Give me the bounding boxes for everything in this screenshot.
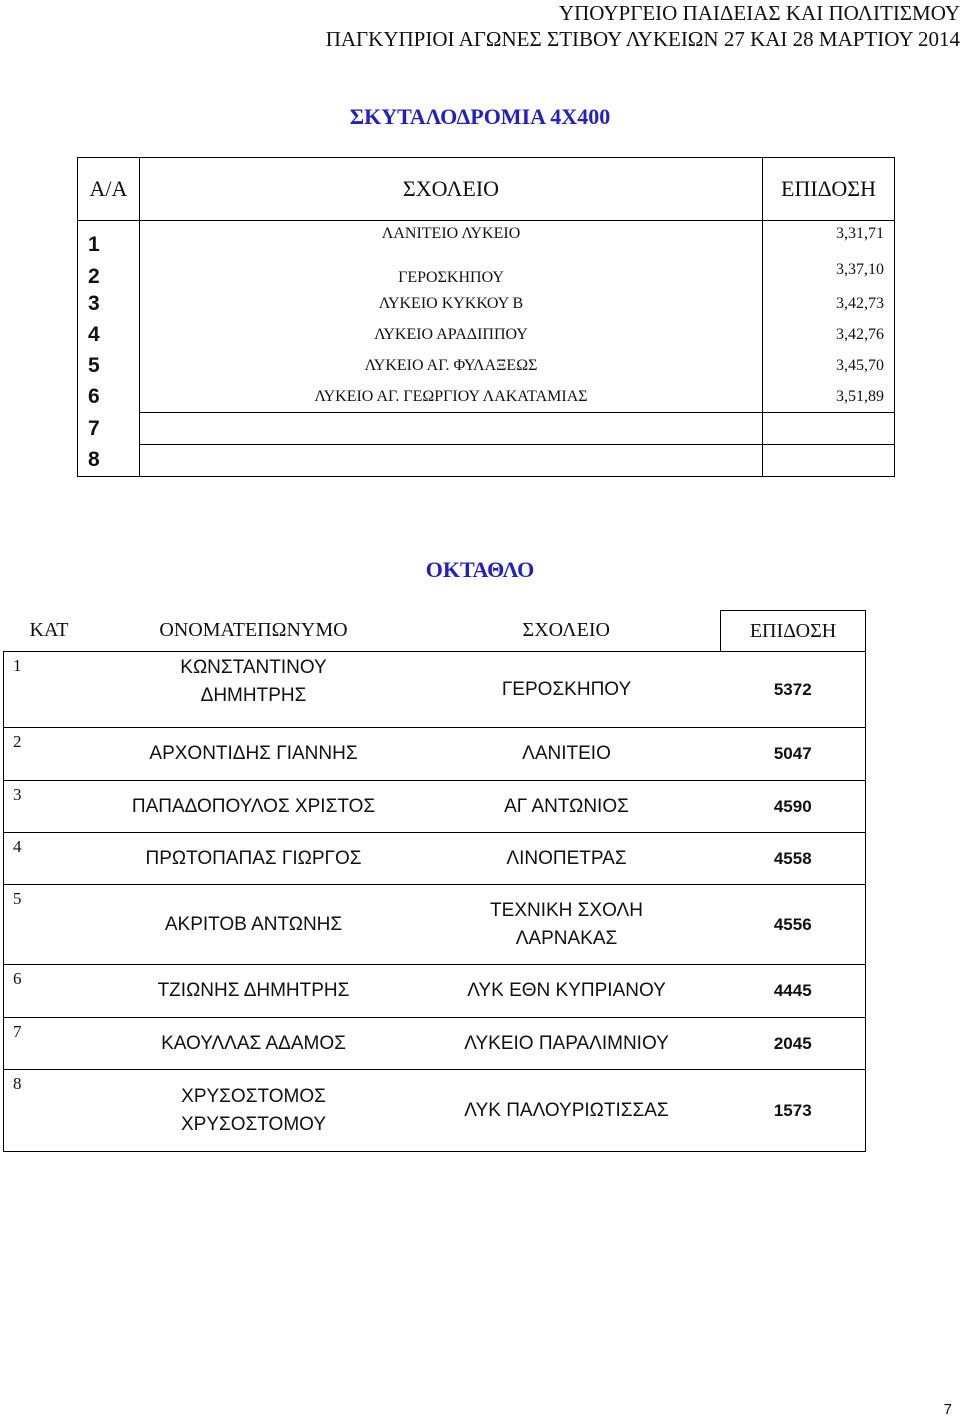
relay-title: ΣΚΥΤΑΛΟΔΡΟΜΙΑ 4Χ400: [349, 104, 611, 129]
relay-col-school: ΣΧΟΛΕΙΟ: [140, 158, 763, 221]
octathlon-school: [413, 885, 721, 965]
octathlon-row: [4, 781, 866, 833]
relay-col-performance: ΕΠΙΔΟΣΗ: [763, 158, 895, 221]
octathlon-school: ΛΙΝΟΠΕΤΡΑΣ: [413, 833, 721, 885]
relay-school: ΛΥΚΕΙΟ ΑΓ. ΓΕΩΡΓΙΟΥ ΛΑΚΑΤΑΜΙΑΣ: [140, 382, 763, 413]
octathlon-points: 4590: [721, 781, 866, 833]
school-line-1: ΤΕΧΝΙΚΗ ΣΧΟΛΗ: [490, 899, 643, 921]
octathlon-points: 5047: [721, 728, 866, 781]
relay-col-rank: Α/Α: [78, 158, 140, 221]
octathlon-col-school: ΣΧΟΛΕΙΟ: [413, 611, 721, 652]
relay-row: [78, 382, 895, 413]
athlete-name: ΚΑΟΥΛΛΑΣ ΑΔΑΜΟΣ: [95, 1018, 413, 1070]
octathlon-rank: 2: [4, 728, 95, 781]
octathlon-points: 4558: [721, 833, 866, 885]
relay-rank: 7: [78, 413, 140, 445]
relay-rank: 2: [78, 257, 140, 289]
event-header: ΠΑΓΚΥΠΡΙΟΙ ΑΓΩΝΕΣ ΣΤΙΒΟΥ ΛΥΚΕΙΩΝ 27 ΚΑΙ 28 ΜΑΡΤΙΟΥ 2014: [325, 27, 960, 51]
relay-header-row: [78, 158, 895, 221]
athlete-surname: ΧΡΥΣΟΣΤΟΜΟΣ: [181, 1085, 326, 1107]
octathlon-points: 5372: [721, 652, 866, 728]
athlete-firstname: ΔΗΜΗΤΡΗΣ: [200, 685, 307, 706]
relay-school: ΓΕΡΟΣΚΗΠΟΥ: [140, 257, 763, 289]
relay-row: [78, 351, 895, 382]
relay-row: [78, 413, 895, 445]
octathlon-rank: 3: [4, 781, 95, 833]
octathlon-col-rank: ΚΑΤ: [4, 611, 95, 652]
octathlon-school: ΛΥΚ ΠΑΛΟΥΡΙΩΤΙΣΣΑΣ: [413, 1070, 721, 1152]
relay-row: [78, 320, 895, 351]
octathlon-col-name: ΟΝΟΜΑΤΕΠΩΝΥΜΟ: [95, 611, 413, 652]
relay-row: [78, 221, 895, 257]
relay-performance: 3,37,10: [763, 257, 895, 289]
octathlon-header-row: [4, 611, 866, 652]
octathlon-row: [4, 1070, 866, 1152]
relay-performance: [763, 445, 895, 477]
athlete-name: ΤΖΙΩΝΗΣ ΔΗΜΗΤΡΗΣ: [95, 965, 413, 1018]
relay-rank: 4: [78, 320, 140, 351]
relay-school: [140, 445, 763, 477]
relay-school: ΛΑΝΙΤΕΙΟ ΛΥΚΕΙΟ: [140, 221, 763, 257]
octathlon-rank: 7: [4, 1018, 95, 1070]
relay-school: ΛΥΚΕΙΟ ΑΓ. ΦΥΛΑΞΕΩΣ: [140, 351, 763, 382]
octathlon-rank: 1: [4, 652, 95, 728]
octathlon-school: ΓΕΡΟΣΚΗΠΟΥ: [413, 652, 721, 728]
octathlon-school: ΑΓ ΑΝΤΩΝΙΟΣ: [413, 781, 721, 833]
relay-performance: 3,42,73: [763, 289, 895, 320]
ministry-header: ΥΠΟΥΡΓΕΙΟ ΠΑΙΔΕΙΑΣ ΚΑΙ ΠΟΛΙΤΙΣΜΟΥ: [558, 1, 960, 25]
relay-results-table: [77, 157, 895, 477]
relay-performance: 3,42,76: [763, 320, 895, 351]
relay-rank: 6: [78, 382, 140, 413]
octathlon-row: [4, 965, 866, 1018]
relay-rank: 1: [78, 221, 140, 257]
relay-rank: 8: [78, 445, 140, 477]
octathlon-col-points: ΕΠΙΔΟΣΗ: [721, 611, 866, 652]
relay-performance: 3,51,89: [763, 382, 895, 413]
relay-performance: [763, 413, 895, 445]
octathlon-points: 4556: [721, 885, 866, 965]
relay-rank: 3: [78, 289, 140, 320]
octathlon-rank: 8: [4, 1070, 95, 1152]
relay-performance: 3,31,71: [763, 221, 895, 257]
athlete-name: [95, 1070, 413, 1152]
octathlon-row: [4, 652, 866, 728]
octathlon-rank: 5: [4, 885, 95, 965]
octathlon-title: ΟΚΤΑΘΛΟ: [425, 557, 535, 582]
octathlon-row: [4, 885, 866, 965]
octathlon-results-table: [3, 610, 866, 1152]
relay-row: [78, 257, 895, 289]
relay-school: ΛΥΚΕΙΟ ΚΥΚΚΟΥ Β: [140, 289, 763, 320]
page-number: 7: [943, 1401, 952, 1418]
octathlon-row: [4, 1018, 866, 1070]
octathlon-row: [4, 728, 866, 781]
octathlon-rank: 6: [4, 965, 95, 1018]
octathlon-points: 2045: [721, 1018, 866, 1070]
athlete-surname: ΚΩΝΣΤΑΝΤΙΝΟΥ: [180, 657, 327, 678]
athlete-name: ΠΑΠΑΔΟΠΟΥΛΟΣ ΧΡΙΣΤΟΣ: [95, 781, 413, 833]
octathlon-points: 1573: [721, 1070, 866, 1152]
relay-performance: 3,45,70: [763, 351, 895, 382]
athlete-name: ΠΡΩΤΟΠΑΠΑΣ ΓΙΩΡΓΟΣ: [95, 833, 413, 885]
octathlon-school: ΛΥΚΕΙΟ ΠΑΡΑΛΙΜΝΙΟΥ: [413, 1018, 721, 1070]
school-line-2: ΛΑΡΝΑΚΑΣ: [515, 927, 618, 949]
relay-rank: 5: [78, 351, 140, 382]
athlete-name: ΑΚΡΙΤΟΒ ΑΝΤΩΝΗΣ: [95, 885, 413, 965]
octathlon-rank: 4: [4, 833, 95, 885]
octathlon-points: 4445: [721, 965, 866, 1018]
relay-row: [78, 445, 895, 477]
relay-school: [140, 413, 763, 445]
relay-school: ΛΥΚΕΙΟ ΑΡΑΔΙΠΠΟΥ: [140, 320, 763, 351]
relay-row: [78, 289, 895, 320]
athlete-name: ΑΡΧΟΝΤΙΔΗΣ ΓΙΑΝΝΗΣ: [95, 728, 413, 781]
octathlon-school: ΛΥΚ ΕΘΝ ΚΥΠΡΙΑΝΟΥ: [413, 965, 721, 1018]
athlete-name: [95, 652, 413, 728]
octathlon-row: [4, 833, 866, 885]
octathlon-school: ΛΑΝΙΤΕΙΟ: [413, 728, 721, 781]
athlete-firstname: ΧΡΥΣΟΣΤΟΜΟΥ: [181, 1113, 326, 1135]
